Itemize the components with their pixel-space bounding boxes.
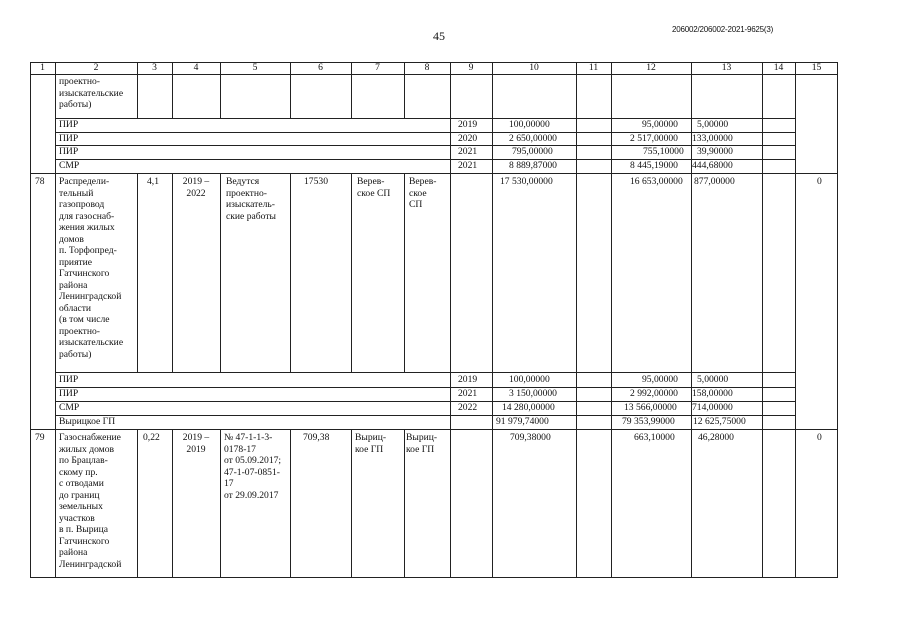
carryover-row-c13: 39,90000	[697, 146, 733, 157]
item-78-row-year: 2021	[458, 388, 478, 399]
item-78-row-c13: 158,00000	[692, 388, 733, 399]
item-78-col7: Верев- ское СП	[357, 176, 391, 199]
carryover-row-label: ПИР	[59, 133, 79, 144]
carryover-row-label: ПИР	[59, 119, 79, 130]
item-79-col15: 0	[817, 432, 822, 443]
col-header-4: 4	[193, 62, 199, 73]
item-78-row-c10: 100,00000	[509, 374, 550, 385]
carryover-name-tail: проектно- изыскательские работы)	[59, 76, 124, 110]
carryover-row-c13: 444,68000	[692, 160, 733, 171]
col-header-3: 3	[152, 62, 157, 73]
col-header-2: 2	[93, 62, 99, 73]
item-78-period: 2019 – 2022	[182, 176, 210, 199]
document-code: 206002/206002-2021-9625(3)	[672, 25, 774, 34]
carryover-row-c12: 755,10000	[643, 146, 684, 157]
col-header-15: 15	[811, 62, 822, 73]
col-header-10: 10	[529, 62, 539, 73]
item-78-col12: 16 653,00000	[630, 176, 683, 187]
carryover-row-c10: 8 889,87000	[509, 160, 557, 171]
item-78-row-c12: 13 566,00000	[624, 402, 677, 413]
carryover-row-c12: 2 517,00000	[630, 133, 678, 144]
col-header-14: 14	[773, 62, 784, 73]
carryover-row-c10: 795,00000	[512, 146, 553, 157]
col-header-8: 8	[424, 62, 430, 73]
col-header-12: 12	[646, 62, 656, 73]
item-78-row-c13: 714,00000	[692, 402, 733, 413]
subtotal-col12: 79 353,99000	[622, 416, 675, 427]
item-78-row-label: ПИР	[59, 388, 79, 399]
item-78-col8: Верев- ское СП	[409, 176, 437, 210]
carryover-row-label: СМР	[59, 160, 80, 171]
item-78-row-c12: 95,00000	[642, 374, 678, 385]
item-78-number: 78	[35, 176, 45, 187]
item-78-power: 17530	[304, 176, 328, 187]
item-79-status: № 47-1-1-3- 0178-17 от 05.09.2017; 47-1-07-0851- 17 от 29.09.2017	[224, 432, 282, 501]
carryover-row-year: 2021	[458, 146, 478, 157]
carryover-row-c12: 95,00000	[642, 119, 678, 130]
item-78-row-c10: 3 150,00000	[509, 388, 557, 399]
col-header-1: 1	[40, 62, 45, 73]
item-79-col10: 709,38000	[510, 432, 551, 443]
item-78-row-c10: 14 280,00000	[502, 402, 555, 413]
subtotal-label: Вырицкое ГП	[59, 416, 116, 427]
item-78-row-year: 2019	[458, 374, 478, 385]
item-78-col13: 877,00000	[694, 176, 735, 187]
item-78-row-year: 2022	[458, 402, 478, 413]
item-79-col7: Выриц- кое ГП	[355, 432, 387, 455]
item-78-name: Распредели- тельный газопровод для газоснаб- жения жилых домов п. Торфопред- приятие Гатчинского района Ленинградской области (в том числе проектно- изыскательские работы)	[59, 176, 124, 360]
item-78-status: Ведутся проектно- изыскатель- ские работы	[226, 176, 276, 222]
item-79-name: Газоснабжение жилых домов по Брацлав- скому пр. с отводами до границ земельных участков в п. Вырица Гатчинского района Ленинградской	[59, 432, 122, 570]
item-79-length: 0,22	[143, 432, 160, 443]
item-79-number: 79	[35, 432, 45, 443]
item-78-col15: 0	[817, 176, 822, 187]
item-78-row-c12: 2 992,00000	[630, 388, 678, 399]
col-header-11: 11	[588, 62, 599, 73]
carryover-row-c10: 100,00000	[509, 119, 550, 130]
item-78-col10: 17 530,00000	[500, 176, 553, 187]
carryover-row-year: 2021	[458, 160, 478, 171]
item-78-row-label: СМР	[59, 402, 80, 413]
carryover-row-c12: 8 445,19000	[630, 160, 678, 171]
page-number: 45	[433, 29, 445, 43]
col-header-13: 13	[721, 62, 732, 73]
carryover-row-c13: 133,00000	[692, 133, 733, 144]
item-79-col12: 663,10000	[634, 432, 675, 443]
item-78-length: 4,1	[147, 176, 159, 187]
carryover-row-label: ПИР	[59, 146, 79, 157]
col-header-9: 9	[468, 62, 474, 73]
budget-table	[30, 62, 838, 578]
subtotal-col10: 91 979,74000	[496, 416, 549, 427]
item-79-period: 2019 – 2019	[182, 432, 210, 455]
item-79-power: 709,38	[303, 432, 330, 443]
item-79-col8: Выриц- кое ГП	[406, 432, 438, 455]
carryover-row-c10: 2 650,00000	[509, 133, 557, 144]
col-header-5: 5	[252, 62, 258, 73]
subtotal-col13: 12 625,75000	[693, 416, 746, 427]
col-header-7: 7	[375, 62, 380, 73]
item-78-row-c13: 5,00000	[697, 374, 729, 385]
carryover-row-c13: 5,00000	[697, 119, 729, 130]
carryover-row-year: 2020	[458, 133, 478, 144]
col-header-6: 6	[318, 62, 323, 73]
carryover-row-year: 2019	[458, 119, 478, 130]
item-79-col13: 46,28000	[698, 432, 734, 443]
item-78-row-label: ПИР	[59, 374, 79, 385]
